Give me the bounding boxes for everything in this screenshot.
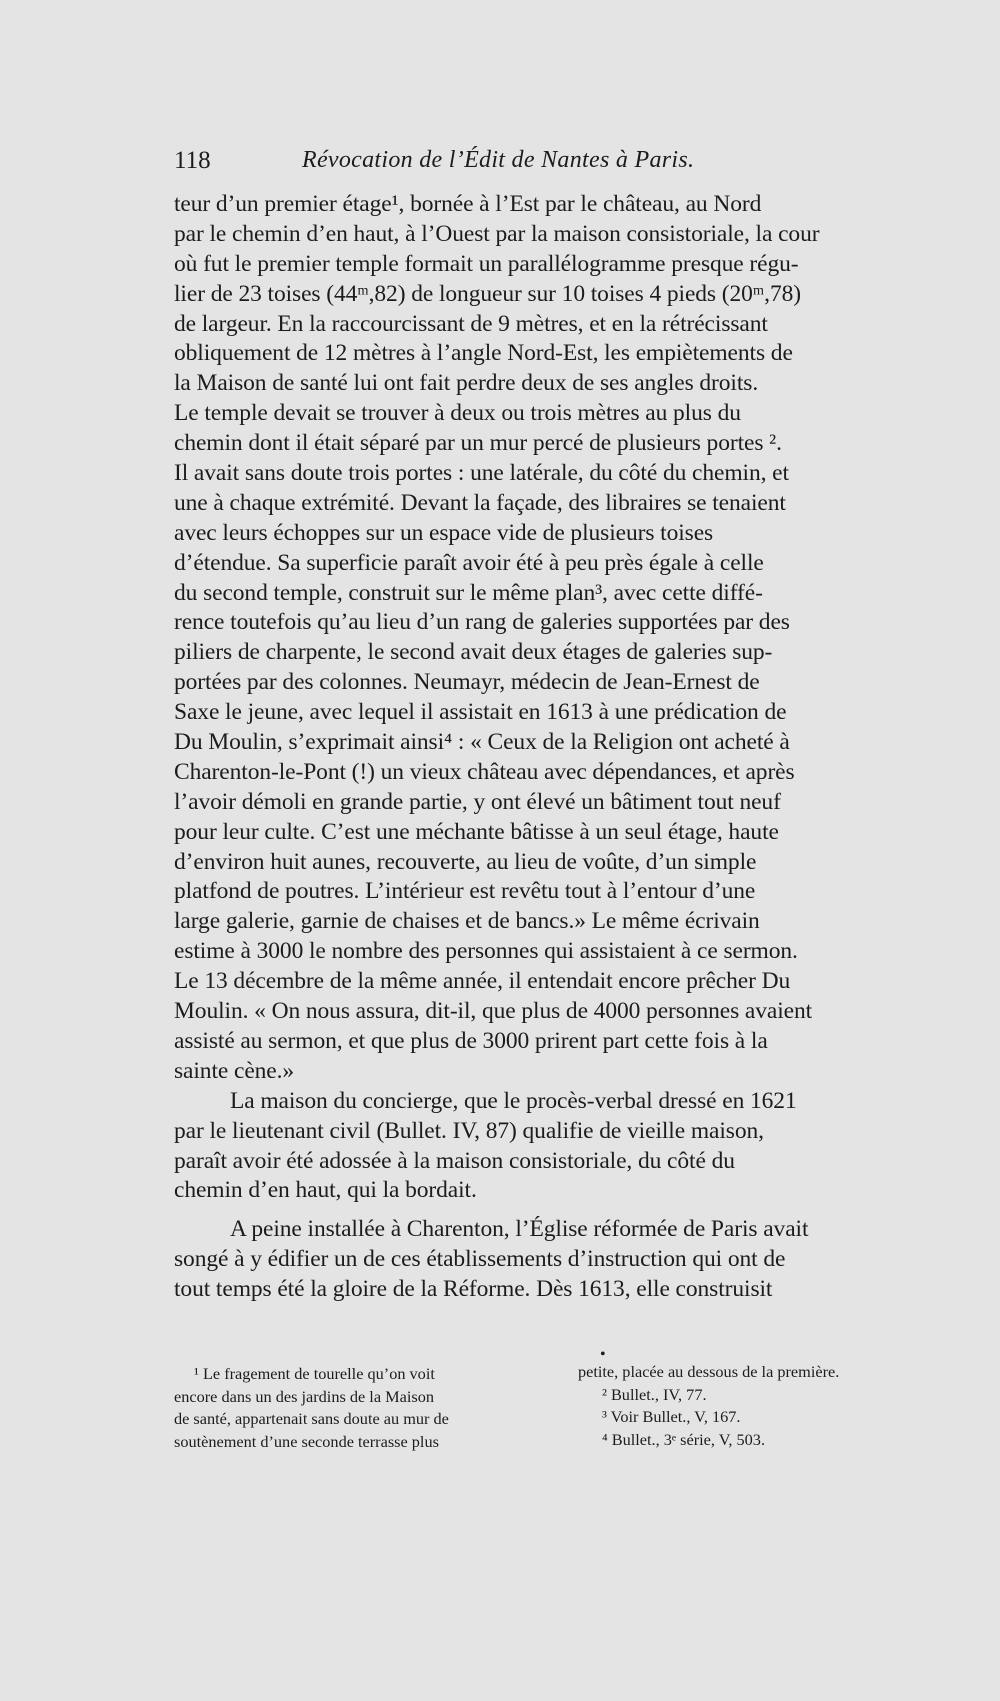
text-line: Saxe le jeune, avec lequel il assistait en 1613 à une prédication de bbox=[174, 699, 787, 726]
text-line: estime à 3000 le nombre des personnes qui assistaient à ce sermon. bbox=[174, 938, 798, 965]
text-line: Moulin. « On nous assura, dit-il, que plus de 4000 personnes avaient bbox=[174, 998, 813, 1025]
text-line: Il avait sans doute trois portes : une latérale, du côté du chemin, et bbox=[174, 460, 789, 487]
text-line: avec leurs échoppes sur un espace vide de plusieurs toises bbox=[174, 519, 714, 546]
text-line: où fut le premier temple formait un parallélogramme presque régu- bbox=[174, 250, 799, 277]
bullet-mark: • bbox=[600, 1346, 606, 1363]
text-line: Charenton-le-Pont (!) un vieux château avec dépendances, et après bbox=[174, 758, 795, 785]
text-line: pour leur culte. C’est une méchante bâtisse à un seul étage, haute bbox=[174, 818, 779, 845]
footnote-line: ⁴ Bullet., 3ᵉ série, V, 503. bbox=[602, 1429, 766, 1449]
footnote-line: petite, placée au dessous de la première. bbox=[578, 1362, 840, 1381]
text-line: lier de 23 toises (44ᵐ,82) de longueur sur 10 toises 4 pieds (20ᵐ,78) bbox=[174, 280, 801, 307]
text-line: Le temple devait se trouver à deux ou trois mètres au plus du bbox=[174, 400, 741, 427]
text-line: de largeur. En la raccourcissant de 9 mètres, et en la rétrécissant bbox=[174, 310, 768, 337]
footnote-line: ³ Voir Bullet., V, 167. bbox=[602, 1407, 741, 1426]
text-line: d’environ huit aunes, recouverte, au lieu de voûte, d’un simple bbox=[174, 848, 757, 875]
text-line: par le lieutenant civil (Bullet. IV, 87) qualifie de vieille maison, bbox=[174, 1117, 764, 1144]
body-text bbox=[174, 190, 944, 1305]
text-line: la Maison de santé lui ont fait perdre deux de ses angles droits. bbox=[174, 370, 759, 397]
text-line: obliquement de 12 mètres à l’angle Nord-Est, les empiètements de bbox=[174, 340, 793, 367]
text-line: large galerie, garnie de chaises et de bancs.» Le même écrivain bbox=[174, 908, 760, 935]
text-line: Le 13 décembre de la même année, il entendait encore prêcher Du bbox=[174, 968, 791, 995]
text-line: chemin d’en haut, qui la bordait. bbox=[174, 1177, 477, 1204]
text-line: portées par des colonnes. Neumayr, médecin de Jean-Ernest de bbox=[174, 669, 760, 696]
text-line: Du Moulin, s’exprimait ainsi⁴ : « Ceux de la Religion ont acheté à bbox=[174, 729, 790, 756]
text-line: d’étendue. Sa superficie paraît avoir été à peu près égale à celle bbox=[174, 549, 764, 576]
footnotes-right-column bbox=[578, 1346, 948, 1451]
text-line: chemin dont il était séparé par un mur percé de plusieurs portes ². bbox=[174, 430, 782, 457]
footnotes-left-column bbox=[174, 1363, 554, 1453]
paragraph-start-line: A peine installée à Charenton, l’Église réformée de Paris avait bbox=[230, 1216, 809, 1243]
text-line: platfond de poutres. L’intérieur est revêtu tout à l’entour d’une bbox=[174, 878, 756, 905]
text-line: sainte cène.» bbox=[174, 1057, 295, 1084]
text-line: par le chemin d’en haut, à l’Ouest par la maison consistoriale, la cour bbox=[174, 220, 820, 247]
text-line: teur d’un premier étage¹, bornée à l’Est par le château, au Nord bbox=[174, 191, 762, 217]
text-line: songé à y édifier un de ces établissements d’instruction qui ont de bbox=[174, 1246, 786, 1273]
text-line: l’avoir démoli en grande partie, y ont élevé un bâtiment tout neuf bbox=[174, 788, 781, 815]
footnote-line: de santé, appartenait sans doute au mur de bbox=[174, 1409, 449, 1428]
text-line: paraît avoir été adossée à la maison consistoriale, du côté du bbox=[174, 1147, 735, 1174]
paragraph-start-line: La maison du concierge, que le procès-verbal dressé en 1621 bbox=[230, 1087, 797, 1114]
text-line: assisté au sermon, et que plus de 3000 prirent part cette fois à la bbox=[174, 1027, 768, 1054]
running-head bbox=[174, 147, 850, 183]
footnote-line: encore dans un des jardins de la Maison bbox=[174, 1386, 434, 1406]
footnote-line: ² Bullet., IV, 77. bbox=[602, 1384, 707, 1404]
text-line: tout temps été la gloire de la Réforme. Dès 1613, elle construisit bbox=[174, 1276, 773, 1303]
text-line: rence toutefois qu’au lieu d’un rang de galeries supportées par des bbox=[174, 609, 790, 636]
page-number: 118 bbox=[174, 147, 211, 174]
text-line: piliers de charpente, le second avait deux étages de galeries sup- bbox=[174, 639, 773, 666]
footnote-line: soutènement d’une seconde terrasse plus bbox=[174, 1431, 439, 1451]
footnote-line: ¹ Le fragement de tourelle qu’on voit bbox=[194, 1364, 435, 1383]
text-line: du second temple, construit sur le même plan³, avec cette diffé- bbox=[174, 579, 763, 606]
text-line: une à chaque extrémité. Devant la façade, des libraires se tenaient bbox=[174, 489, 786, 516]
running-title: Révocation de l’Édit de Nantes à Paris. bbox=[302, 147, 695, 173]
